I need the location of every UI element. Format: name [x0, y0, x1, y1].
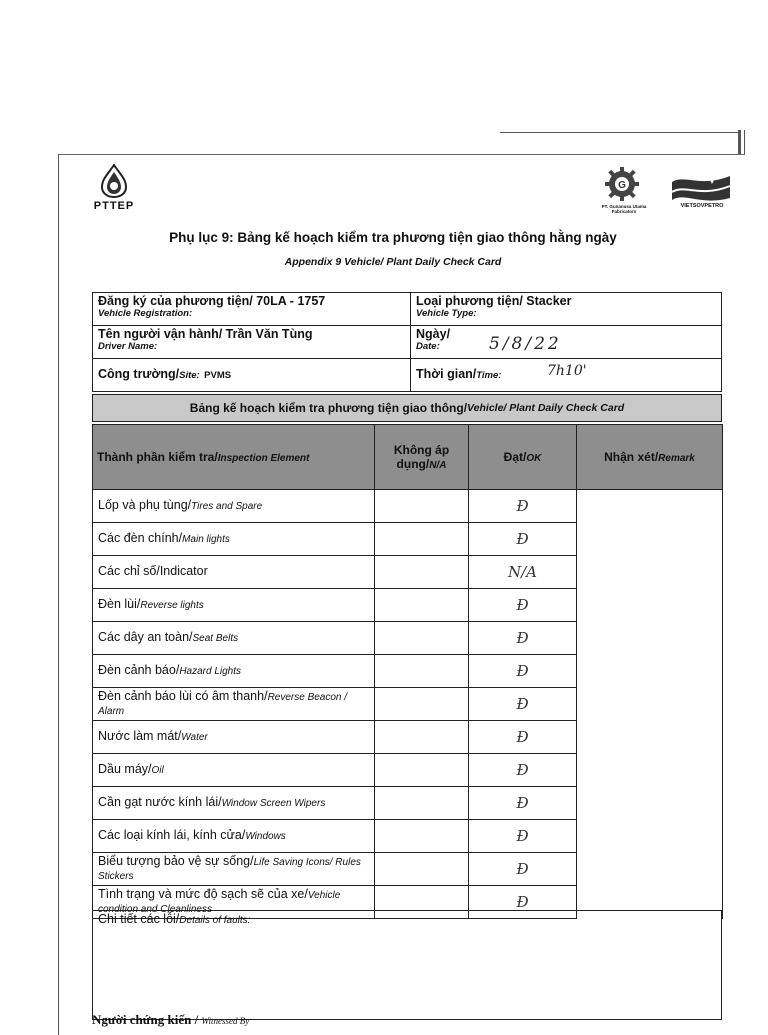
inspection-element-label: Các đèn chính/ [98, 531, 183, 545]
ok-cell [469, 721, 577, 754]
date-cell [411, 326, 722, 359]
checklist-banner-en: Vehicle/ Plant Daily Check Card [467, 402, 625, 414]
ok-cell [469, 490, 577, 523]
inspection-element-label-en: Life Saving Icons/ Rules Stickers [98, 857, 361, 882]
inspection-element-label-en: Water [181, 732, 208, 743]
ok-mark: N/A [507, 562, 537, 581]
fault-details-label: Chi tiết các lỗi/ [98, 912, 180, 926]
registration-cell [93, 293, 411, 326]
checklist-row [93, 589, 723, 622]
remark-cell [577, 787, 723, 820]
partner1-caption: PT. Gunanusa Utama Fabricators [601, 204, 647, 214]
ok-cell [469, 523, 577, 556]
ok-mark: Đ [516, 760, 529, 779]
inspection-element-cell [93, 622, 375, 655]
checklist-body [93, 490, 723, 919]
inspection-element-label: Đèn cảnh báo lùi có âm thanh/ [98, 689, 268, 703]
ok-mark: Đ [516, 892, 529, 911]
remark-cell [577, 853, 723, 886]
remark-cell [577, 721, 723, 754]
info-row [93, 293, 722, 326]
witness-label [92, 1012, 249, 1028]
inspection-element-label-en: Hazard Lights [179, 666, 242, 677]
inspection-element-label: Dầu máy/ [98, 762, 152, 776]
time-label-en: Time: [476, 370, 502, 381]
checklist-banner-vi: Bảng kế hoạch kiểm tra phương tiện giao thông/ [189, 401, 468, 415]
inspection-element-cell [93, 655, 375, 688]
col-header-element-vi: Thành phần kiểm tra/ [97, 450, 218, 464]
checklist-row [93, 655, 723, 688]
remark-cell [577, 820, 723, 853]
inspection-element-cell [93, 523, 375, 556]
na-cell [375, 556, 469, 589]
date-label: Ngày/ [416, 327, 451, 341]
gear-emblem-icon [604, 166, 640, 202]
inspection-element-label-en: Window Screen Wipers [221, 798, 326, 809]
site-cell [93, 359, 411, 392]
inspection-element-cell [93, 820, 375, 853]
inspection-element-label: Cần gạt nước kính lái/ [98, 795, 222, 809]
col-header-element-en: Inspection Element [217, 453, 310, 464]
checklist-row [93, 787, 723, 820]
inspection-element-label: Các dây an toàn/ [98, 630, 193, 644]
pttep-logo [82, 164, 146, 212]
na-cell [375, 523, 469, 556]
witness-label-en: Witnessed By [201, 1016, 250, 1026]
col-header-na-vi: Không áp dụng/ [393, 443, 450, 471]
inspection-element-label: Tình trạng và mức độ sạch sẽ của xe/ [98, 887, 308, 901]
inspection-checklist-table [92, 424, 723, 919]
checklist-row [93, 490, 723, 523]
remark-cell [577, 754, 723, 787]
date-label-en: Date: [416, 341, 440, 352]
remark-cell [577, 523, 723, 556]
inspection-element-label-en: Tires and Spare [191, 501, 263, 512]
inspection-element-cell [93, 787, 375, 820]
witness-label-vi: Người chứng kiến / [92, 1012, 199, 1027]
col-header-remark [577, 425, 723, 490]
driver-label-en: Driver Name: [98, 341, 158, 352]
ok-mark: Đ [516, 628, 529, 647]
inspection-element-cell [93, 688, 375, 721]
vehicle-type-label-en: Vehicle Type: [416, 308, 477, 319]
fault-details-box [92, 910, 722, 1020]
col-header-remark-vi: Nhận xét/ [604, 450, 659, 464]
inspection-element-label: Đèn lùi/ [98, 597, 141, 611]
inspection-element-label-en: Reverse Beacon / Alarm [98, 692, 348, 717]
org-name: PTTEP [93, 200, 135, 212]
inspection-element-label-en: Reverse lights [140, 600, 204, 611]
date-value: 5/8/22 [489, 334, 562, 354]
time-value: 7h10' [547, 363, 587, 379]
inspection-element-label: Đèn cảnh báo/ [98, 663, 180, 677]
col-header-ok-vi: Đạt/ [503, 450, 527, 464]
col-header-na [375, 425, 469, 490]
inspection-element-label-en: Vehicle condition and Cleanliness [98, 890, 341, 915]
ok-mark: Đ [516, 595, 529, 614]
inspection-element-cell [93, 754, 375, 787]
ok-cell [469, 556, 577, 589]
ok-mark: Đ [516, 694, 529, 713]
na-cell [375, 490, 469, 523]
vietsovpetro-flag-icon [670, 172, 732, 204]
na-cell [375, 688, 469, 721]
registration-label-en: Vehicle Registration: [98, 308, 193, 319]
checklist-row [93, 754, 723, 787]
checklist-row [93, 688, 723, 721]
na-cell [375, 622, 469, 655]
ok-mark: Đ [516, 793, 529, 812]
inspection-element-cell [93, 490, 375, 523]
partner-logos [592, 166, 734, 214]
checklist-header-row [93, 425, 723, 490]
driver-cell [93, 326, 411, 359]
inspection-element-label-en: Seat Belts [192, 633, 239, 644]
na-cell [375, 655, 469, 688]
vehicle-info-table [92, 292, 722, 392]
ok-cell [469, 820, 577, 853]
col-header-ok [469, 425, 577, 490]
inspection-element-label: Các loại kính lái, kính cửa/ [98, 828, 246, 842]
checklist-row [93, 853, 723, 886]
na-cell [375, 853, 469, 886]
na-cell [375, 787, 469, 820]
ok-cell [469, 754, 577, 787]
checklist-banner [92, 394, 722, 422]
vehicle-type-cell [411, 293, 722, 326]
site-label: Công trường/ [98, 367, 180, 381]
remark-cell [577, 490, 723, 523]
site-value: PVMS [204, 370, 232, 381]
remark-cell [577, 688, 723, 721]
ok-mark: Đ [516, 826, 529, 845]
remark-cell [577, 622, 723, 655]
inspection-element-label-en: Oil [151, 765, 164, 776]
col-header-element [93, 425, 375, 490]
inspection-element-cell [93, 556, 375, 589]
inspection-element-label: Lốp và phụ tùng/ [98, 498, 192, 512]
ok-cell [469, 787, 577, 820]
info-row [93, 326, 722, 359]
checklist-row [93, 622, 723, 655]
site-label-en: Site: [179, 370, 200, 381]
flame-emblem-icon [99, 164, 129, 198]
ok-cell [469, 589, 577, 622]
remark-cell [577, 556, 723, 589]
document-title: Phụ lục 9: Bảng kế hoạch kiểm tra phương tiện giao thông hằng ngày [169, 230, 617, 245]
inspection-element-label: Các chỉ số/Indicator [98, 564, 208, 578]
col-header-ok-en: OK [526, 453, 542, 464]
checklist-row [93, 556, 723, 589]
ok-cell [469, 622, 577, 655]
ok-cell [469, 655, 577, 688]
checklist-row [93, 721, 723, 754]
ok-mark: Đ [516, 661, 529, 680]
ok-mark: Đ [516, 859, 529, 878]
page-top-line [500, 132, 740, 133]
time-cell [411, 359, 722, 392]
svg-text:G: G [618, 180, 626, 191]
ok-mark: Đ [516, 496, 529, 515]
inspection-element-cell [93, 589, 375, 622]
na-cell [375, 754, 469, 787]
na-cell [375, 589, 469, 622]
inspection-element-label-en: Main lights [182, 534, 230, 545]
document-subtitle: Appendix 9 Vehicle/ Plant Daily Check Card [284, 256, 502, 268]
remark-cell [577, 589, 723, 622]
vehicle-type-label: Loại phương tiện/ Stacker [416, 294, 572, 308]
inspection-element-cell [93, 853, 375, 886]
ok-cell [469, 853, 577, 886]
time-label: Thời gian/ [416, 367, 477, 381]
col-header-remark-en: Remark [658, 453, 695, 464]
fault-details-label-en: Details of faults: [179, 915, 251, 926]
ok-mark: Đ [516, 727, 529, 746]
ok-cell [469, 688, 577, 721]
ok-mark: Đ [516, 529, 529, 548]
inspection-element-label: Nước làm mát/ [98, 729, 182, 743]
partner2-caption: VIETSOVPETRO [680, 203, 724, 209]
col-header-na-en: N/A [429, 460, 447, 471]
info-row [93, 359, 722, 392]
inspection-element-label-en: Windows [245, 831, 286, 842]
checklist-row [93, 820, 723, 853]
inspection-element-cell [93, 721, 375, 754]
checklist-row [93, 523, 723, 556]
inspection-element-label: Biểu tượng bảo vệ sự sống/ [98, 854, 254, 868]
na-cell [375, 721, 469, 754]
remark-cell [577, 655, 723, 688]
driver-label: Tên người vận hành/ Trần Văn Tùng [98, 327, 313, 341]
na-cell [375, 820, 469, 853]
registration-label: Đăng ký của phương tiện/ 70LA - 1757 [98, 294, 326, 308]
